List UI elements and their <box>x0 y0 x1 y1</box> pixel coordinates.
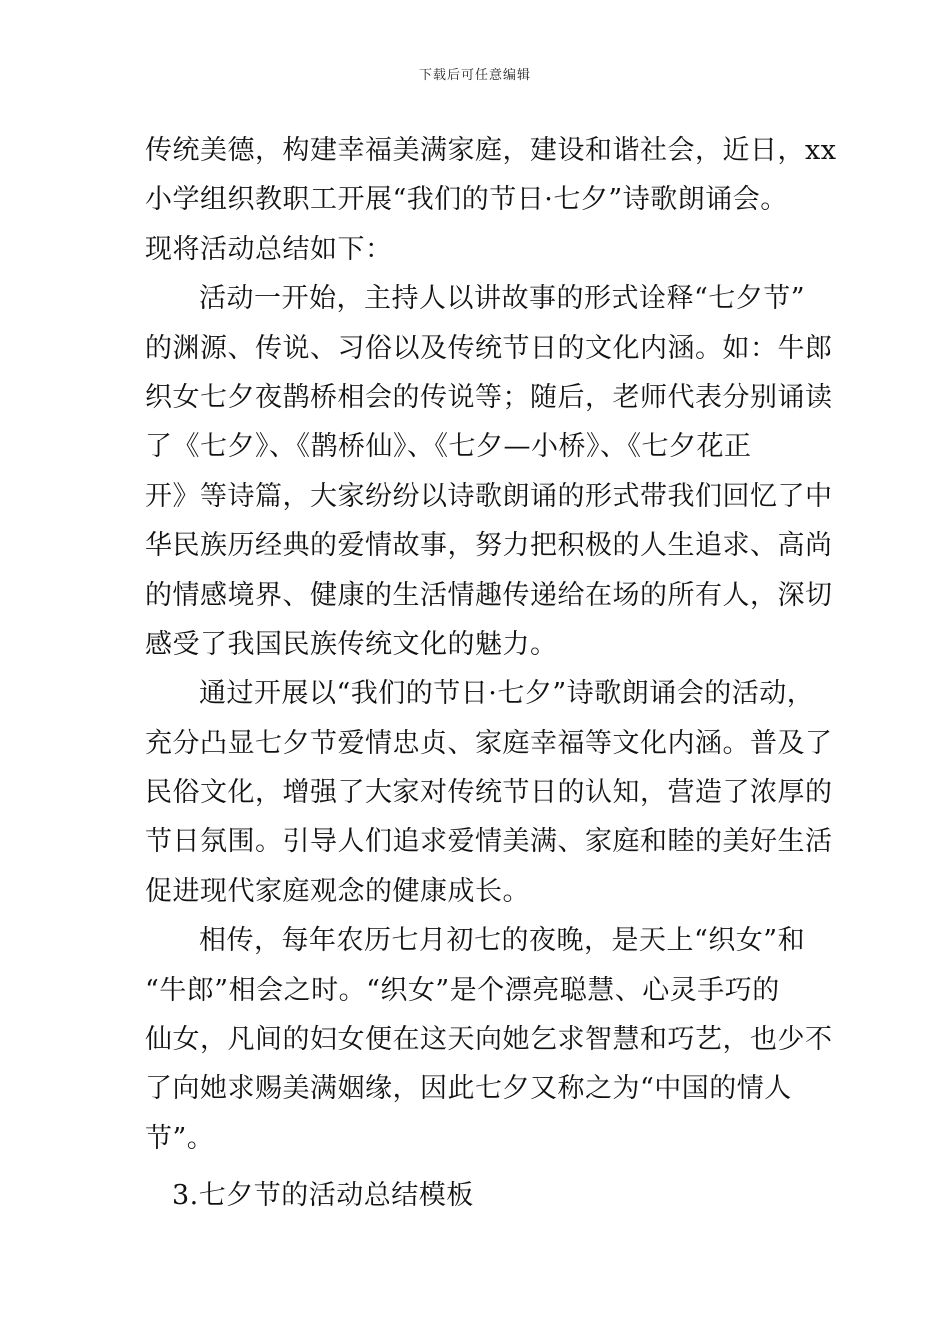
page-header: 下载后可任意编辑 <box>418 68 531 83</box>
section-gap <box>145 1163 825 1171</box>
document-body <box>145 126 837 1221</box>
text-line: 促进现代家庭观念的健康成长。 <box>145 875 530 907</box>
text-line: 节日氛围。引导人们追求爱情美满、家庭和睦的美好生活 <box>145 826 833 858</box>
text-line: 织女七夕夜鹊桥相会的传说等；随后，老师代表分别诵读 <box>145 381 833 413</box>
paragraph-3 <box>145 669 833 916</box>
text-line: 华民族历经典的爱情故事，努力把积极的人生追求、高尚 <box>145 530 833 562</box>
text-line: 小学组织教职工开展“我们的节日·七夕”诗歌朗诵会。 <box>145 184 788 216</box>
paragraph-4 <box>145 916 833 1163</box>
text-line: 节”。 <box>145 1122 215 1154</box>
text-line: 充分凸显七夕节爱情忠贞、家庭幸福等文化内涵。普及了 <box>145 727 833 759</box>
text-line: 活动一开始，主持人以讲故事的形式诠释“七夕节” <box>199 283 806 315</box>
paragraph-2 <box>145 274 833 669</box>
text-line: 相传，每年农历七月初七的夜晚，是天上“织女”和 <box>199 925 806 957</box>
text-line: 通过开展以“我们的节日·七夕”诗歌朗诵会的活动， <box>199 678 815 710</box>
text-line: 了向她求赐美满姻缘，因此七夕又称之为“中国的情人 <box>145 1073 792 1105</box>
text-line: 的情感境界、健康的生活情趣传递给在场的所有人，深切 <box>145 579 833 611</box>
text-line: 感受了我国民族传统文化的魅力。 <box>145 628 558 660</box>
text-line: 的渊源、传说、习俗以及传统节日的文化内涵。如：牛郎 <box>145 332 833 364</box>
text-line: 民俗文化，增强了大家对传统节日的认知，营造了浓厚的 <box>145 777 833 809</box>
text-line: 传统美德，构建幸福美满家庭，建设和谐社会，近日，xx <box>145 135 837 166</box>
text-line: “牛郎”相会之时。“织女”是个漂亮聪慧、心灵手巧的 <box>145 974 780 1006</box>
text-line: 仙女，凡间的妇女便在这天向她乞求智慧和巧艺，也少不 <box>145 1024 833 1056</box>
text-line: 开》等诗篇，大家纷纷以诗歌朗诵的形式带我们回忆了中 <box>145 480 833 512</box>
text-line: 了《七夕》、《鹊桥仙》、《七夕—小桥》、《七夕花正 <box>145 431 752 463</box>
section-heading: 3.七夕节的活动总结模板 <box>172 1180 474 1212</box>
text-line: 现将活动总结如下： <box>145 233 393 265</box>
paragraph-1 <box>145 126 837 274</box>
